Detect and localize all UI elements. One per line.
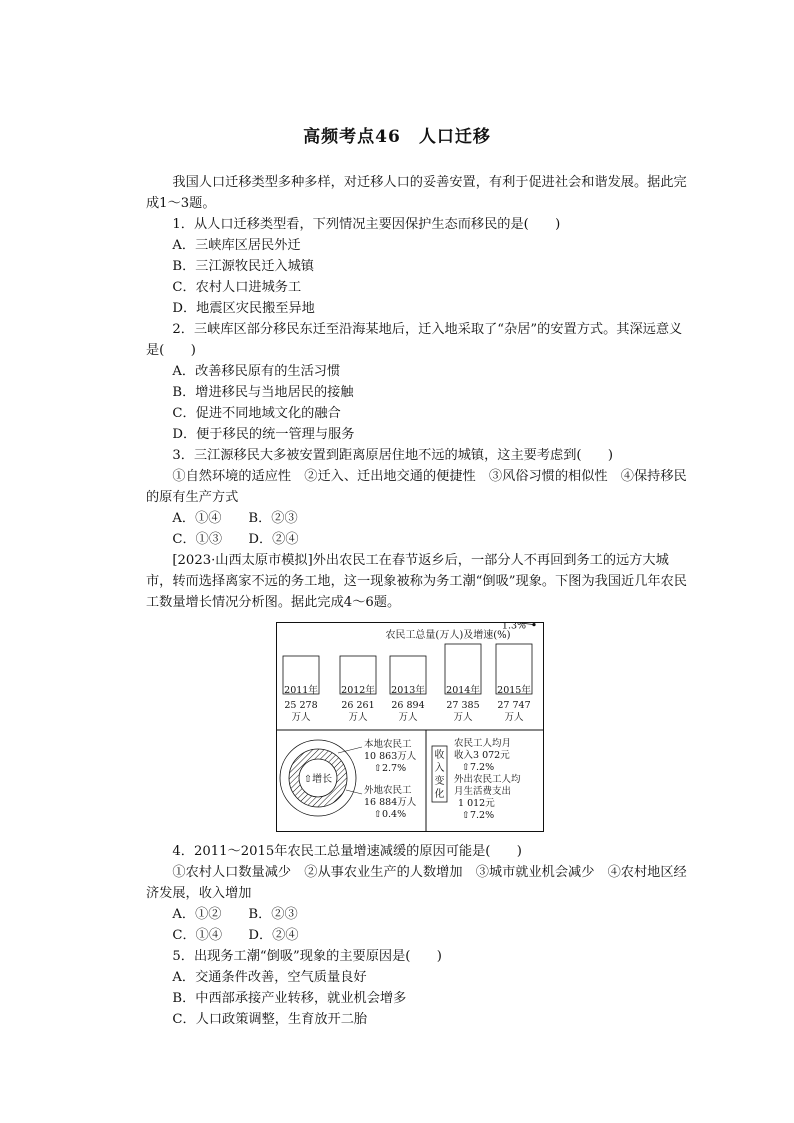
income-line-4: 外出农民工人均 [454,774,521,785]
q3-options-row-2 [146,529,691,550]
growth-ring-graphic [280,740,362,816]
income-line-3: ⇧7.2% [462,762,495,773]
question-3-items: ①自然环境的适应性 ②迁入、迁出地交通的便捷性 ③风俗习惯的相似性 ④保持移民的原有生产方式 [146,469,687,505]
migrant-growth: ⇧0.4% [374,809,407,820]
q2-option-a: A．改善移民原有的生活习惯 [172,364,341,379]
total-unit-1: 万人 [291,712,311,723]
income-line-2: 收入3 072元 [454,750,510,761]
income-line-7: ⇧7.2% [462,810,495,821]
q2-option-d: D．便于移民的统一管理与服务 [172,427,355,442]
q4-option-b: B．②③ [248,907,298,922]
q2-option-c: C．促进不同地域文化的融合 [172,406,341,421]
local-label: 本地农民工 [364,739,412,750]
q4-options-row-2 [146,925,691,946]
q5-option-b: B．中西部承接产业转移，就业机会增多 [172,991,407,1006]
total-unit-4: 万人 [453,712,473,723]
year-label-2: 2012年 [341,685,375,696]
migrant-label: 外地农民工 [364,785,412,796]
q1-option-a: A．三峡库区居民外迁 [172,238,301,253]
local-growth: ⇧2.7% [374,763,407,774]
income-line-5: 月生活费支出 [454,786,512,797]
page-title: 高频考点46 人口迁移 [303,127,491,147]
year-label-4: 2014年 [446,685,480,696]
q3-option-d: D．②④ [248,532,299,547]
total-value-1: 25 278 [284,700,318,711]
income-line-1: 农民工人均月 [454,738,512,749]
q3-options-row-1 [146,508,691,529]
q4-options-row-1 [146,904,691,925]
question-1-stem: 1．从人口迁移类型看，下列情况主要因保护生态而移民的是( ) [172,217,561,232]
total-unit-3: 万人 [398,712,418,723]
total-value-2: 26 261 [341,700,375,711]
income-change-char-4: 化 [434,789,445,800]
total-unit-5: 万人 [504,712,524,723]
q2-option-b: B．增进移民与当地居民的接触 [172,385,354,400]
income-change-char-2: 入 [434,763,445,774]
q3-option-b: B．②③ [248,511,298,526]
q5-option-a: A．交通条件改善，空气质量良好 [172,970,367,985]
total-value-5: 27 747 [497,700,531,711]
income-change-char-1: 收 [434,750,445,761]
income-line-6: 1 012元 [458,798,495,809]
total-value-4: 27 385 [446,700,480,711]
ring-label: ⇧增长 [303,774,333,785]
year-label-5: 2015年 [497,685,531,696]
local-count: 10 863万人 [364,751,417,762]
question-2-stem: 2．三峡库区部分移民东迁至沿海某地后，迁入地采取了“杂居”的安置方式。其深远意义是( ) [146,322,683,358]
total-value-3: 26 894 [391,700,425,711]
q4-option-c: C．①④ [172,928,223,943]
growth-point-5 [532,623,535,626]
growth-label-5: 1.3% [501,622,527,632]
year-label-3: 2013年 [391,685,425,696]
q1-option-d: D．地震区灾民搬至异地 [172,301,315,316]
q4-option-a: A．①② [172,907,222,922]
intro-paragraph-2: [2023·山西太原市模拟]外出农民工在春节返乡后，一部分人不再回到务工的远方大城市，转而选择离家不远的务工地，这一现象被称为务工潮“倒吸”现象。下图为我国近几年农民工数量增长情况分析图。据此完成4～6题。 [146,553,687,610]
question-4-items: ①农村人口数量减少 ②从事农业生产的人数增加 ③城市就业机会减少 ④农村地区经济发展，收入增加 [146,865,687,901]
income-change-char-3: 变 [434,776,445,787]
question-3-stem: 3．三江源移民大多被安置到距离原居住地不远的城镇，这主要考虑到( ) [172,448,614,463]
migrant-count: 16 884万人 [364,797,417,808]
year-label-1: 2011年 [284,685,318,696]
q5-option-c: C．人口政策调整，生育放开二胎 [172,1012,368,1027]
total-unit-2: 万人 [348,712,368,723]
q3-option-c: C．①③ [172,532,223,547]
worksheet-body [146,172,691,1030]
figure-title: 农民工总量(万人)及增速(%) [385,630,511,641]
year-columns [283,644,532,723]
q4-option-d: D．②④ [248,928,299,943]
question-5-stem: 5．出现务工潮“倒吸”现象的主要原因是( ) [172,949,442,964]
intro-paragraph-1: 我国人口迁移类型多种多样，对迁移人口的妥善安置，有利于促进社会和谐发展。据此完成1～3题。 [146,175,687,211]
q1-option-c: C．农村人口进城务工 [172,280,302,295]
q1-option-b: B．三江源牧民迁入城镇 [172,259,314,274]
q3-option-a: A．①④ [172,511,222,526]
migrant-worker-figure [276,622,544,832]
question-4-stem: 4．2011～2015年农民工总量增速减缓的原因可能是( ) [172,844,522,859]
